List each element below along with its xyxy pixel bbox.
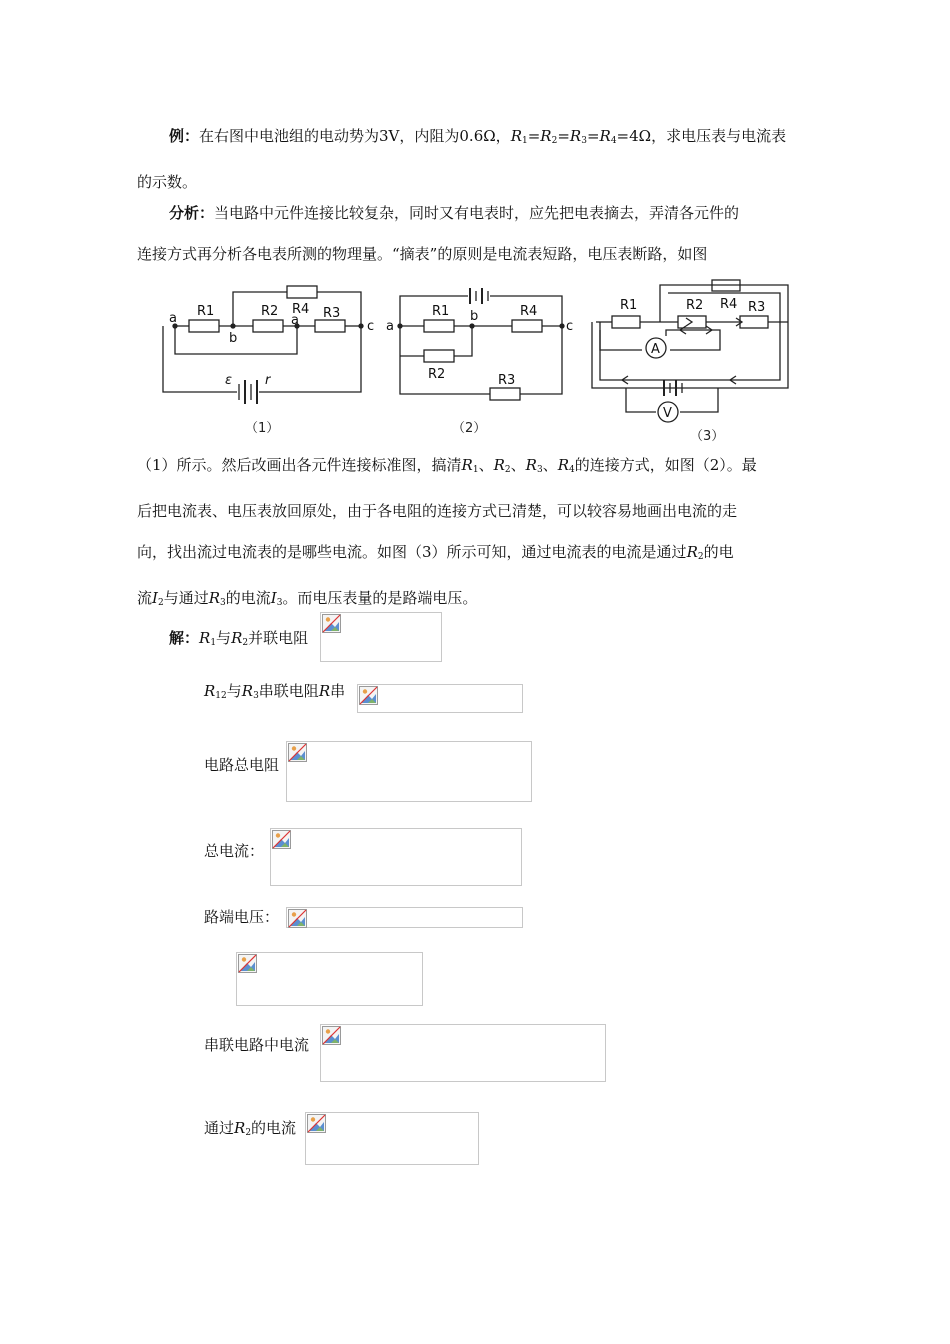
broken-image-icon [272, 830, 291, 849]
example-text-2: =4Ω，求电压表与电流表 [616, 127, 787, 145]
formula-image-8 [305, 1112, 479, 1165]
fig3-r2-label: R2 [686, 298, 704, 313]
fig1-emf-label: ε [225, 373, 233, 388]
fig3-voltmeter-label: V [663, 406, 672, 421]
fig2-r3-label: R3 [498, 373, 516, 388]
fig3-r4-label: R4 [720, 297, 738, 312]
broken-image-icon [238, 954, 257, 973]
solution-step-7: 串联电路中电流 [204, 1036, 310, 1054]
analysis-label: 分析： [169, 204, 215, 222]
fig2-node-a: a [386, 319, 394, 334]
analysis-paragraph-continued: （1）所示。然后改画出各元件连接标准图，搞清$R_1$、$R_2$、$R_3$、$R_4$的连接方式，如图（2）。最 后把电流表、电压表放回原处，由于各电阻的连接方式已清楚，可以较容易地画出电流的走 向，找出流过电流表的是哪些电流。如图（3）所示可知，通过电流表的电流是通过$R_2$的电 流$I_2$与通过$R_3$的电流$I_3$。而电压表量的是路端电压。 [137, 456, 757, 608]
fig1-internal-r-label: r [265, 373, 271, 388]
fig1-node-b: b [229, 331, 238, 346]
example-text-3: 的示数。 [137, 173, 198, 191]
fig2-r2-label: R2 [428, 367, 446, 382]
solution-label: 解： [169, 629, 200, 647]
fig1-r2-label: R2 [261, 304, 279, 319]
broken-image-icon [288, 743, 307, 762]
circuit-figure-1 [155, 280, 385, 440]
fig1-node-a2: a [291, 313, 299, 328]
broken-image-icon [322, 614, 341, 633]
broken-image-icon [307, 1114, 326, 1133]
broken-image-icon [322, 1026, 341, 1045]
fig1-r4-label: R4 [292, 302, 310, 317]
formula-image-4 [270, 828, 522, 886]
fig3-caption: （3） [690, 429, 725, 444]
broken-image-icon [288, 909, 307, 928]
fig1-r3-label: R3 [323, 306, 341, 321]
formula-image-6 [236, 952, 423, 1006]
example-label: 例： [169, 127, 200, 145]
fig2-node-b: b [470, 309, 479, 324]
example-paragraph: 例：在右图中电池组的电动势为3V，内阻为0.6Ω，$R_1=R_2=R_3=R_4=4\Omega$，求电压表与电流表 的示数。 [137, 116, 815, 203]
fig1-node-a: a [169, 311, 177, 326]
fig1-node-c: c [367, 319, 375, 334]
formula-image-1 [320, 612, 442, 662]
fig3-ammeter-label: A [651, 342, 660, 357]
formula-image-5 [286, 907, 523, 928]
fig2-caption: （2） [452, 421, 487, 436]
formula-image-2 [357, 684, 523, 713]
fig1-r1-label: R1 [197, 304, 215, 319]
fig2-node-c: c [566, 319, 574, 334]
solution-step-2: $R_{12}$与$R_3$串联电阻R串 [204, 682, 346, 701]
circuit-figure-2 [386, 280, 586, 440]
analysis-text-1: 当电路中元件连接比较复杂，同时又有电表时，应先把电表摘去，弄清各元件的 [214, 204, 740, 222]
example-text-1: 在右图中电池组的电动势为3V，内阻为0.6Ω， [199, 127, 511, 145]
fig2-r1-label: R1 [432, 304, 450, 319]
solution-step-3: 电路总电阻 [204, 756, 280, 774]
fig3-r3-label: R3 [748, 300, 766, 315]
broken-image-icon [359, 686, 378, 705]
fig1-caption: （1） [245, 421, 280, 436]
circuit-figure-3 [586, 280, 798, 444]
formula-image-7 [320, 1024, 606, 1082]
solution-step-1: 解：$R_1$与$R_2$并联电阻 [169, 629, 309, 648]
analysis-paragraph [137, 193, 815, 275]
fig2-r4-label: R4 [520, 304, 538, 319]
formula-image-3 [286, 741, 532, 802]
solution-step-5: 路端电压： [204, 908, 280, 926]
analysis-text-2: 连接方式再分析各电表所测的物理量。“摘表”的原则是电流表短路，电压表断路，如图 [137, 245, 708, 263]
solution-step-8: 通过$R_2$的电流 [204, 1119, 297, 1138]
solution-step-4: 总电流： [204, 842, 265, 860]
fig3-r1-label: R1 [620, 298, 638, 313]
